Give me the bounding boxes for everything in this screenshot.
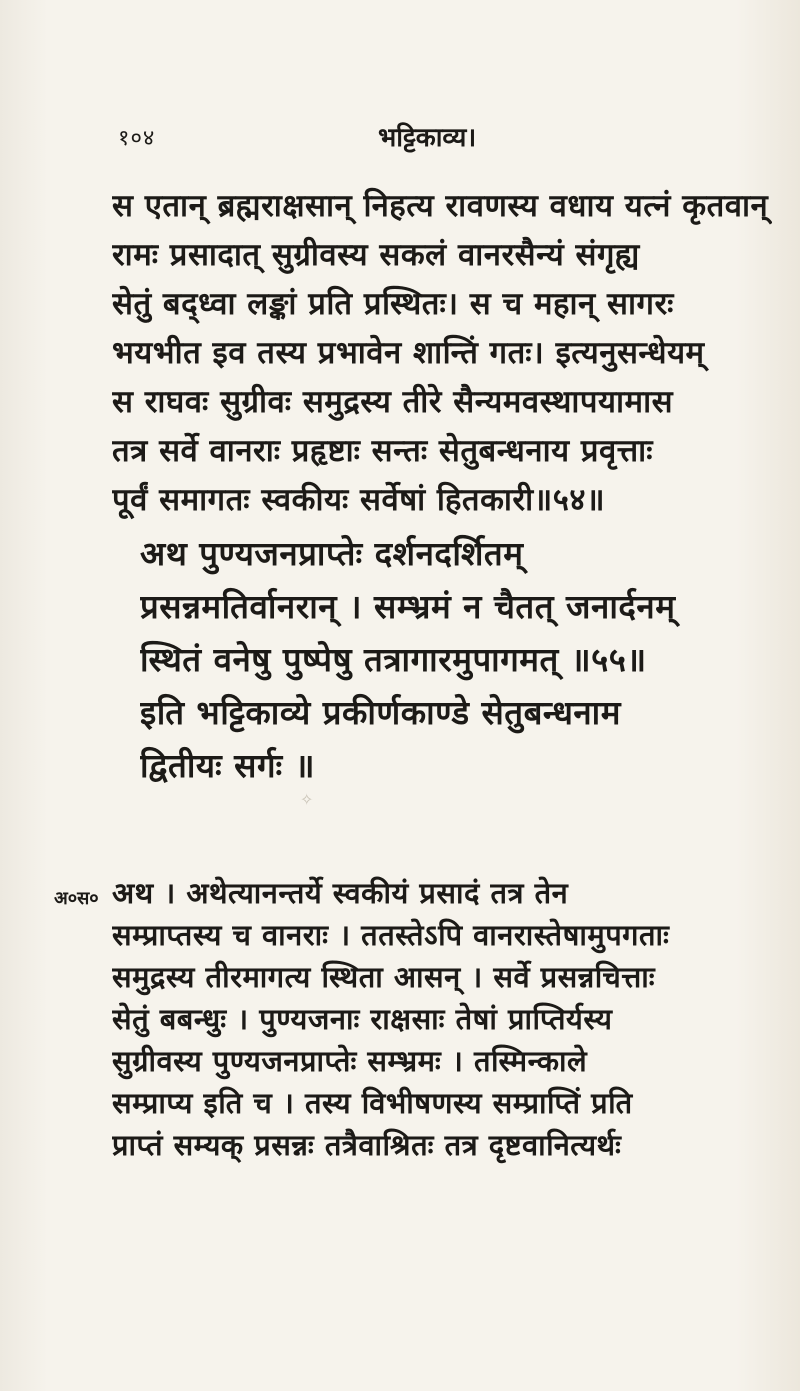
commentary-paragraph-2 xyxy=(112,872,772,1166)
verse-line: प्रसन्नमतिर्वानरान् । सम्भ्रमं न चैतत् जनार्दनम् xyxy=(140,587,676,626)
margin-note: अ०स० xyxy=(54,888,99,909)
running-title: भट्टिकाव्य। xyxy=(378,123,477,153)
text-line: समुद्रस्य तीरमागत्य स्थिता आसन् । सर्वे प्रसन्नचित्ताः xyxy=(112,960,656,994)
ink-smudge: ✧ xyxy=(300,790,314,809)
text-line: स राघवः सुग्रीवः समुद्रस्य तीरे सैन्यमवस्थापयामास xyxy=(112,384,674,420)
colophon-line: इति भट्टिकाव्ये प्रकीर्णकाण्डे सेतुबन्धनाम xyxy=(140,693,621,732)
text-line: सेतुं बबन्धुः । पुण्यजनाः राक्षसाः तेषां प्राप्तिर्यस्य xyxy=(112,1002,613,1036)
colophon-line: द्वितीयः सर्गः ॥ xyxy=(140,746,315,785)
text-line: सुग्रीवस्य पुण्यजनप्राप्तेः सम्भ्रमः । तस्मिन्काले xyxy=(112,1044,588,1078)
text-line: स एतान् ब्रह्मराक्षसान् निहत्य रावणस्य वधाय यत्नं कृतवान् xyxy=(112,188,769,224)
text-line: रामः प्रसादात् सुग्रीवस्य सकलं वानरसैन्यं संगृह्य xyxy=(112,237,640,273)
text-line: सेतुं बद्ध्वा लङ्कां प्रति प्रस्थितः। स च महान् सागरः xyxy=(112,286,674,322)
text-line: तत्र सर्वे वानराः प्रहृष्टाः सन्तः सेतुबन्धनाय प्रवृत्ताः xyxy=(112,433,653,469)
page-number: १०४ xyxy=(118,126,156,151)
text-line: भयभीत इव तस्य प्रभावेन शान्तिं गतः। इत्यनुसन्धेयम् xyxy=(112,335,705,371)
verse-line: अथ पुण्यजनप्राप्तेः दर्शनदर्शितम् xyxy=(140,534,524,573)
verse-line: स्थितं वनेषु पुष्पेषु तत्रागारमुपागमत् ॥५५॥ xyxy=(140,640,647,679)
text-line: सम्प्राप्य इति च । तस्य विभीषणस्य सम्प्राप्तिं प्रति xyxy=(112,1086,633,1120)
text-line: अथ । अथेत्यानन्तर्ये स्वकीयं प्रसादं तत्र तेन xyxy=(112,876,569,910)
text-line: पूर्वं समागतः स्वकीयः सर्वेषां हितकारी॥५४॥ xyxy=(112,482,606,518)
page-header xyxy=(118,118,758,158)
text-line: प्राप्तं सम्यक् प्रसन्नः तत्रैवाश्रितः तत्र दृष्टवानित्यर्थः xyxy=(112,1128,622,1162)
text-line: सम्प्राप्तस्य च वानराः । ततस्तेऽपि वानरास्तेषामुपगताः xyxy=(112,918,670,952)
commentary-paragraph-1 xyxy=(112,182,772,525)
verse-block xyxy=(140,527,770,792)
